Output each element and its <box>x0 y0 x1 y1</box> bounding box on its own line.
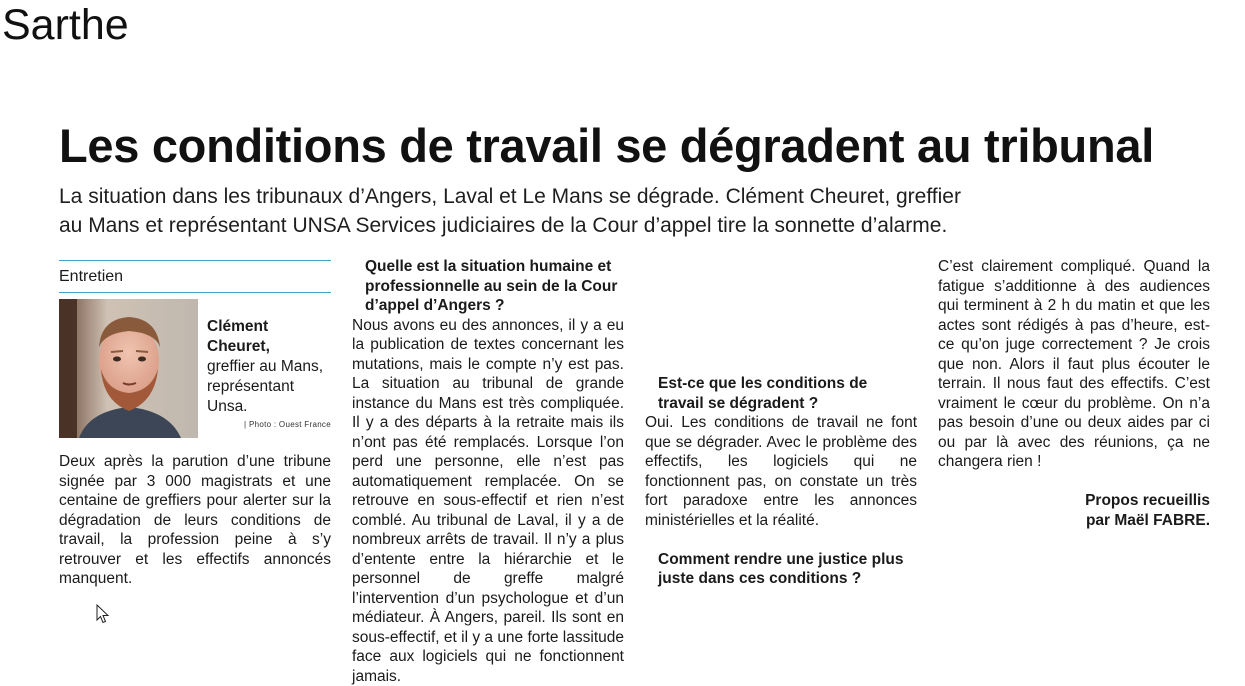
column-continuation-space <box>645 257 917 374</box>
signature-line: par Maël FABRE. <box>938 511 1210 531</box>
paragraph-gap <box>938 472 1210 492</box>
paragraph-gap <box>645 530 917 550</box>
portrait-illustration <box>59 299 198 438</box>
question-3: Comment rendre une justice plus juste dans ces conditions ? <box>645 550 917 589</box>
kicker: Entretien <box>59 261 331 292</box>
mouse-pointer-icon <box>96 604 110 624</box>
intro-paragraph: Deux après la parution d’une tribune signée par 3 000 magistrats et une centaine de greffiers pour alerter sur la dégradation de leurs conditions de travail, la profession peine à s’y retrouver et les effectifs annoncés manquent. <box>59 452 331 589</box>
section-name: Sarthe <box>2 0 129 50</box>
standfirst-line: La situation dans les tribunaux d’Angers, Laval et Le Mans se dégrade. Clément Cheuret, greffier <box>59 182 1059 211</box>
caption-text: greffier au Mans, représentant Unsa. <box>207 357 332 417</box>
portrait-photo <box>59 299 198 438</box>
photo-credit: | Photo : Ouest France <box>244 420 331 430</box>
column-2 <box>352 257 624 686</box>
question-1: Quelle est la situation humaine et professionnelle au sein de la Cour d’appel d’Angers ? <box>352 257 624 316</box>
signature-line: Propos recueillis <box>938 491 1210 511</box>
photo-caption <box>207 317 332 417</box>
answer-3: C’est clairement compliqué. Quand la fatigue s’additionne à des audiences qui terminent à 2 h du matin et que les actes sont rédigés à pas d’heure, est-ce qu’on juge correctement ? Je crois que non. Alors il faut plus écouter le terrain. Il nous faut des effectifs. C’est vraiment le cœur du problème. On n’a pas besoin d’une ou deux aides par ci ou par là avec des réunions, ça ne changera rien ! <box>938 257 1210 472</box>
kicker-rule <box>59 292 331 293</box>
headline: Les conditions de travail se dégradent au tribunal <box>59 118 1154 174</box>
standfirst <box>59 182 1059 240</box>
column-3 <box>645 257 917 589</box>
column-intro <box>59 260 331 293</box>
column-4 <box>938 257 1210 530</box>
answer-1: Nous avons eu des annonces, il y a eu la publication de textes concernant les mutations, mais le compte n’y est pas. La situation au tribunal de grande instance du Mans est très compliquée. Il y a des départs à la retraite mais ils n’ont pas été remplacés. Lorsque l’on perd une personne, elle n’est pas automatiquement remplacée. On se retrouve en sous-effectif et rien n’est comblé. Au tribunal de Laval, il y a de nombreux arrêts de travail. Il n’y a plus d’entente entre la hiérarchie et le personnel de greffe malgré l’intervention d’un psychologue et d’un médiateur. À Angers, pareil. Ils sont en sous-effectif, et il y a une forte lassitude face aux logiciels qui ne fonctionnent jamais. <box>352 316 624 686</box>
question-2: Est-ce que les conditions de travail se dégradent ? <box>645 374 917 413</box>
standfirst-line: au Mans et représentant UNSA Services judiciaires de la Cour d’appel tire la sonnette d’alarme. <box>59 211 1059 240</box>
caption-name: Clément Cheuret, <box>207 317 332 357</box>
answer-2: Oui. Les conditions de travail ne font que se dégrader. Avec le problème des effectifs, les logiciels qui ne fonctionnent pas, on constate un très fort paradoxe entre les annonces ministérielles et la réalité. <box>645 413 917 530</box>
